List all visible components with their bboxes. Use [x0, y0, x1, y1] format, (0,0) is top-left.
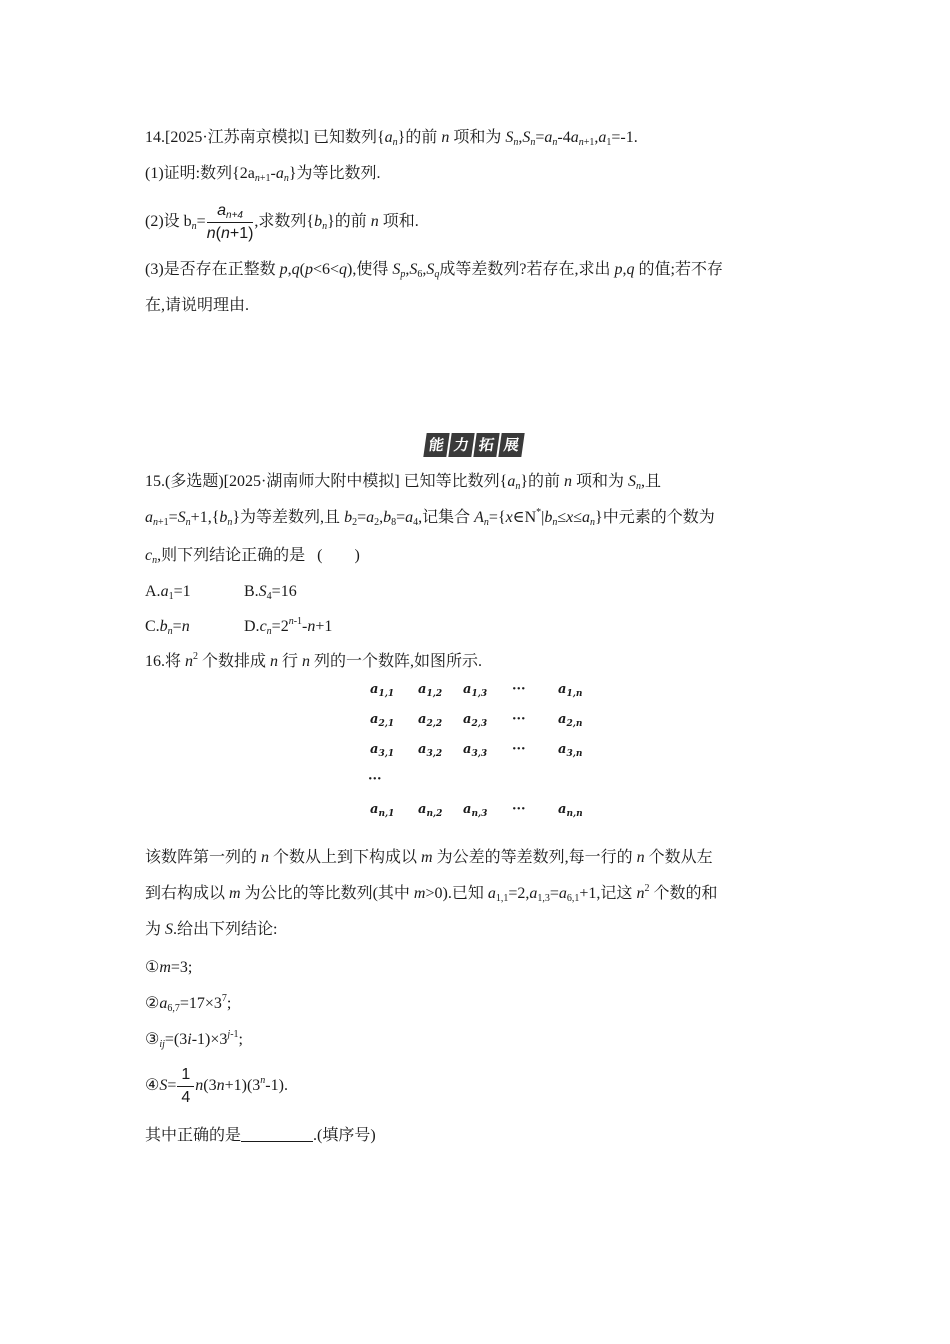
q14-p2-text: (2)设 b: [145, 213, 192, 230]
matrix-cell: $a_{3,2}$: [418, 742, 443, 759]
q15-text: }的前: [520, 473, 565, 490]
q16-text-line2: 到右构成以 m 为公比的等比数列(其中 m>0).已知 $a_{1,1}=2,a_{1,3}=a_{6,1}+1$,记这 $n^2$ 个数的和: [145, 883, 718, 904]
q15-stem-line3: $c_n$,则下列结论正确的是 ( ): [145, 547, 360, 566]
banner-char: 展: [498, 433, 524, 457]
section-banner: [425, 433, 523, 457]
q14-text: 14.[2025·江苏南京模拟] 已知数列{: [145, 129, 385, 146]
q15-text: 项和为: [572, 473, 629, 490]
answer-paren: ( ): [317, 547, 360, 564]
fraction: $\frac{1}{4}$: [177, 1066, 194, 1107]
answer-suffix: .(填序号): [313, 1127, 376, 1144]
matrix-cell: $a_{1,3}$: [463, 682, 488, 699]
q15-stem-line2: $a_{n+1}=S_n+1,\{b_n\}$为等差数列,且 $b_2=a_2,b_8=a_4$,记集合 $A_n=\{x\in N^*|b_n\le x\le a_n\}$中元素的个数为: [145, 507, 715, 528]
matrix-cell: $a_{1,n}$: [558, 682, 583, 699]
q16-conclusion-3: $③_{ij}=(3i-1)\times 3^{j-1}$;: [145, 1029, 243, 1050]
matrix-cell: $a_{2,3}$: [463, 712, 488, 729]
matrix-cell: $a_{n,n}$: [558, 802, 583, 819]
answer-prompt: 其中正确的是: [145, 1127, 242, 1144]
q14-part1: (1)证明:数列$\{2a_{n+1}-a_n\}$为等比数列.: [145, 165, 381, 184]
matrix-cell: $a_{1,2}$: [418, 682, 443, 699]
matrix-cell: $a_{3,n}$: [558, 742, 583, 759]
q15-stem-line1: 15.(多选题)[2025·湖南师大附中模拟] 已知等比数列$\{a_n\}$的前 n 项和为 $S_n$,且: [145, 473, 662, 492]
matrix-cell: $a_{2,1}$: [370, 712, 395, 729]
q14-text: 项和为: [449, 129, 506, 146]
q14-stem: 14.[2025·江苏南京模拟] 已知数列$\{a_n\}$的前 n 项和为 $S_n,S_n=a_n-4a_{n+1},a_1=-1$.: [145, 129, 638, 148]
matrix-ellipsis: ···: [512, 742, 526, 757]
matrix-cell: $a_{n,2}$: [418, 802, 443, 819]
banner-char: 力: [448, 433, 474, 457]
matrix-cell: $a_{3,3}$: [463, 742, 488, 759]
q15-option-b: $B.S_4=16$: [244, 583, 297, 602]
q14-p2-eq: =: [196, 213, 206, 230]
matrix-cell: $a_{2,n}$: [558, 712, 583, 729]
q15-option-d: $D.c_n=2^{n-1}-n+1$: [244, 616, 333, 637]
q15-option-c: $C.b_n=n$: [145, 618, 190, 637]
q14-var: n: [441, 129, 450, 146]
fraction: $\frac{a_{n+4}}{n(n+1)}$: [206, 201, 254, 242]
q14-p2-text: 项和.: [378, 213, 419, 230]
q15-option-a: $A.a_1=1$: [145, 583, 191, 602]
matrix-cell: $a_{1,1}$: [370, 682, 395, 699]
q14-var: n: [370, 213, 379, 230]
banner-char: 能: [423, 433, 449, 457]
q15-text: 15.(多选题)[2025·湖南师大附中模拟] 已知等比数列{: [145, 473, 508, 490]
matrix-ellipsis: ···: [512, 802, 526, 817]
q16-answer-line: [145, 1126, 376, 1146]
q14-p2-text: ,求数列{: [254, 213, 315, 230]
q14-p1-text: (1)证明:数列{2a: [145, 165, 255, 182]
matrix-ellipsis: ···: [368, 772, 382, 787]
matrix-cell: $a_{n,1}$: [370, 802, 395, 819]
q14-p2-text: }的前: [327, 213, 371, 230]
q16-text-line1: 该数阵第一列的 n 个数从上到下构成以 m 为公差的等差数列,每一行的 n 个数从左: [145, 849, 713, 866]
q16-conclusion-1: ①m=3;: [145, 959, 193, 976]
q14-text: }的前: [397, 129, 442, 146]
matrix-ellipsis: ···: [512, 712, 526, 727]
matrix-cell: $a_{n,3}$: [463, 802, 488, 819]
q16-text-line3: 为 S.给出下列结论:: [145, 921, 278, 938]
q16-conclusion-2: $②a_{6,7}=17\times 3^7$;: [145, 993, 232, 1014]
q14-part3-line2: 在,请说明理由.: [145, 297, 250, 314]
q16-stem: 16.将 $n^2$ 个数排成 n 行 n 列的一个数阵,如图所示.: [145, 651, 483, 670]
matrix-ellipsis: ···: [512, 682, 526, 697]
q14-text: =-1.: [611, 129, 638, 146]
banner-char: 拓: [473, 433, 499, 457]
matrix-cell: $a_{2,2}$: [418, 712, 443, 729]
answer-blank[interactable]: [241, 1127, 313, 1142]
q14-part2: (2)设 $b_n=$ $\frac{a_{n+4}}{n(n+1)}$ ,求数列$\{b_n\}$的前 n 项和.: [145, 201, 419, 242]
matrix-cell: $a_{3,1}$: [370, 742, 395, 759]
q14-p1-text: }为等比数列.: [288, 165, 381, 182]
q15-text: ,且: [641, 473, 662, 490]
q14-part3-line1: (3)是否存在正整数 p,q(p<6<q),使得 $S_p,S_6,S_q$成等差数列?若存在,求出 p,q 的值;若不存: [145, 261, 723, 280]
q16-conclusion-4: ④S= $\frac{1}{4}$ $n(3n+1)(3^n-1)$.: [145, 1065, 288, 1106]
q15-text: ,则下列结论正确的是: [157, 547, 306, 564]
